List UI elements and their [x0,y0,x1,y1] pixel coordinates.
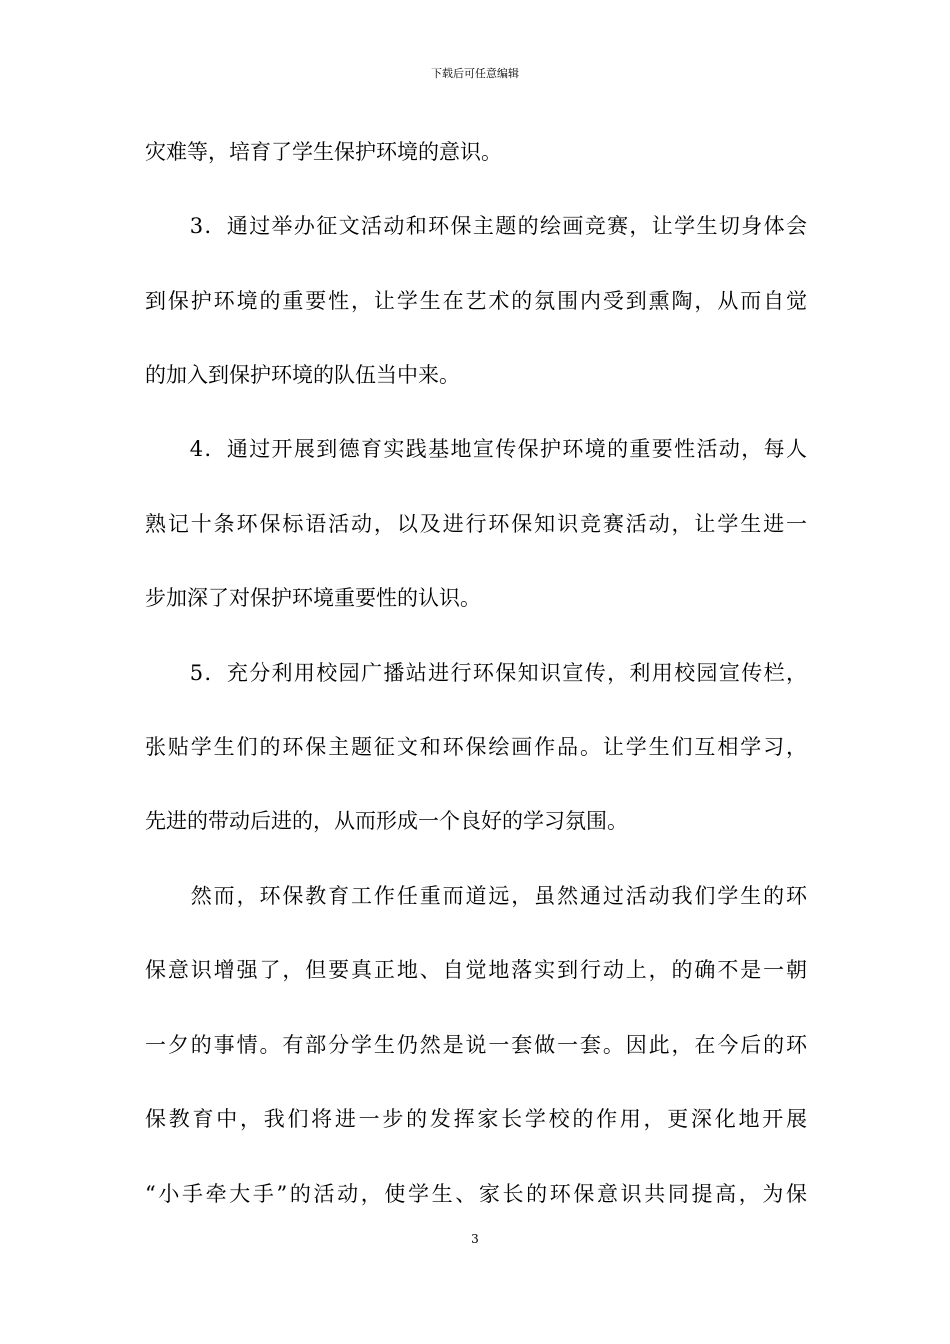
text-line: 到保护环境的重要性，让学生在艺术的氛围内受到熏陶，从而自觉 [145,289,807,313]
text-line: 灾难等，培育了学生保护环境的意识。 [145,140,502,164]
text-line: 3．通过举办征文活动和环保主题的绘画竞赛，让学生切身体会 [145,214,807,238]
text-line: 熟记十条环保标语活动，以及进行环保知识竞赛活动，让学生进一 [145,512,807,536]
text-line: “小手牵大手”的活动，使学生、家长的环保意识共同提高，为保 [145,1182,807,1206]
text-line: 步加深了对保护环境重要性的认识。 [145,586,481,610]
text-line: 先进的带动后进的，从而形成一个良好的学习氛围。 [145,809,628,833]
text-line: 保意识增强了，但要真正地、自觉地落实到行动上，的确不是一朝 [145,958,807,982]
page-number: 3 [471,1232,479,1246]
text-line: 4．通过开展到德育实践基地宣传保护环境的重要性活动，每人 [145,437,807,461]
text-line: 一夕的事情。有部分学生仍然是说一套做一套。因此，在今后的环 [145,1033,807,1057]
text-line: 5．充分利用校园广播站进行环保知识宣传，利用校园宣传栏， [145,661,807,685]
text-line: 保教育中，我们将进一步的发挥家长学校的作用，更深化地开展 [145,1107,807,1131]
text-line: 张贴学生们的环保主题征文和环保绘画作品。让学生们互相学习， [145,735,807,759]
text-line: 的加入到保护环境的队伍当中来。 [145,363,460,387]
text-line: 然而，环保教育工作任重而道远，虽然通过活动我们学生的环 [145,884,807,908]
page-header: 下载后可任意编辑 [431,67,519,80]
